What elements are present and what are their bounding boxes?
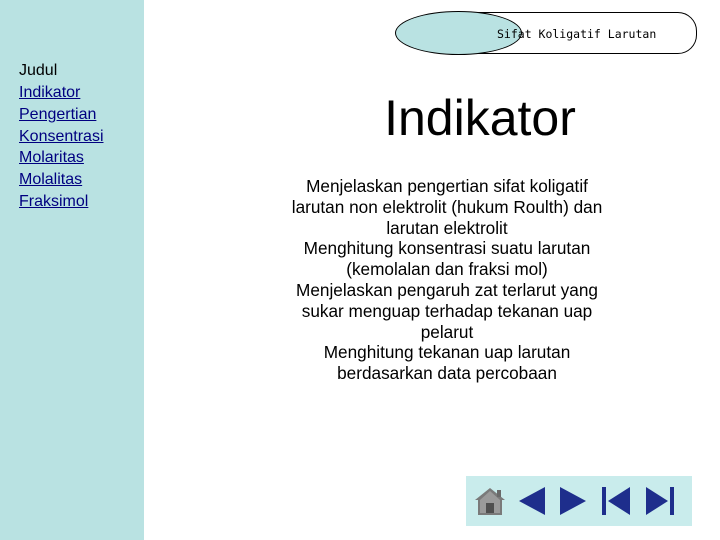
next-icon (555, 483, 591, 519)
previous-icon (514, 483, 550, 519)
sidebar-link-konsentrasi[interactable]: Konsentrasi (19, 127, 104, 145)
page-title: Indikator (384, 90, 576, 146)
first-button[interactable] (598, 483, 634, 519)
sidebar-link-fraksimol[interactable]: Fraksimol (19, 192, 89, 210)
previous-button[interactable] (514, 483, 550, 519)
indicator-line: Menjelaskan pengertian sifat koligatif (306, 176, 588, 196)
next-button[interactable] (555, 483, 591, 519)
indicator-line: (kemolalan dan fraksi mol) (346, 259, 548, 280)
indicator-line: Menjelaskan pengaruh zat terlarut yang (296, 279, 598, 300)
last-icon (642, 483, 678, 519)
navigation-toolbar (466, 476, 692, 526)
home-button[interactable] (472, 483, 508, 519)
header-badge-text: Sifat Koligatif Larutan (497, 27, 657, 41)
indicator-text (252, 176, 642, 384)
sidebar-link-indikator[interactable]: Indikator (19, 84, 81, 101)
sidebar-link-pengertian[interactable]: Pengertian (19, 105, 97, 123)
sidebar-links (19, 82, 104, 213)
sidebar-link-molalitas[interactable]: Molalitas (19, 171, 83, 189)
header-badge (395, 10, 697, 56)
indicator-line: Menghitung tekanan uap larutan (323, 342, 571, 363)
first-icon (598, 483, 634, 519)
indicator-line: sukar menguap terhadap tekanan uap (301, 300, 593, 321)
sidebar-link-molaritas[interactable]: Molaritas (19, 149, 84, 167)
home-icon (472, 483, 508, 519)
indicator-line: larutan non elektrolit (hukum Roulth) dan (291, 196, 603, 217)
last-button[interactable] (642, 483, 678, 519)
indicator-line: Menghitung konsentrasi suatu larutan (303, 238, 591, 259)
indicator-line: pelarut (420, 321, 474, 342)
sidebar-heading: Judul (19, 62, 58, 79)
indicator-line: berdasarkan data percobaan (337, 363, 557, 384)
indicator-line: larutan elektrolit (386, 217, 508, 238)
sidebar (0, 0, 144, 540)
